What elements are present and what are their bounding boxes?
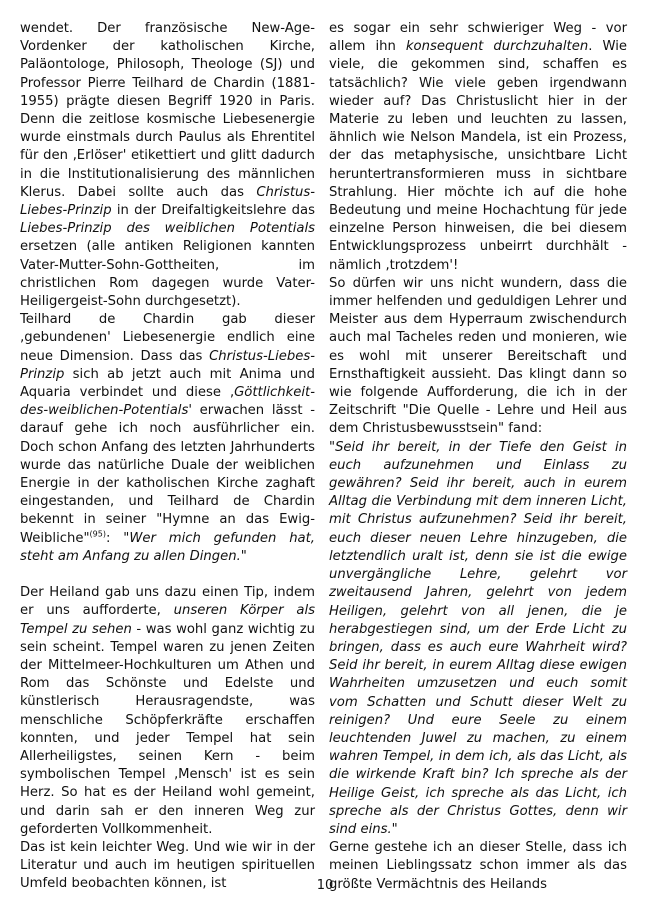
paragraph-teilhard-intro: wendet. Der französische New-Age-Vordenker der katholischen Kirche, Paläontologe, Philosoph, Theologe (SJ) und Professor Pierre Teilhard de Chardin (1881-1955) prägte diesen Begriff 1920 in Paris. Denn die zeitlose kosmische Liebesenergie wurde einstmals durch Paulus als Ehrentitel für den ‚Erlöser' etikettiert und glitt dadurch in die Institutionalisierung des männlichen Klerus. Dabei sollte auch das Christus-Liebes-Prinzip in der Dreifaltigkeitslehre das Liebes-Prinzip des weiblichen Potentials ersetzen (alle antiken Religionen kannten Vater-Mutter-Sohn-Gottheiten, im christlichen Rom dagegen wurde Vater-Heiligergeist-Sohn durchgesetzt). — [20, 21, 315, 310]
paragraph-christ-light: es sogar ein sehr schwieriger Weg - vor allem ihn konsequent durchzuhalten. Wie viele, die gekommen sind, schaffen es tatsächlich? Wie viele geben irgendwann wieder auf? Das Christuslicht hier in der Materie zu leben und leuchten zu lassen, ähnlich wie Nelson Mandela, ist ein Prozess, der das metaphysische, unsichtbare Licht heruntertransformieren muss in sichtbare Strahlung. Hier möchte ich auf die hohe Bedeutung und meine Hochachtung für jede einzelne Person hinweisen, die bei diesem Entwicklungsprozess unbeirrt durchhält - nämlich ‚trotzdem'! — [329, 21, 627, 273]
paragraph-difficult-way: Das ist kein leichter Weg. Und wie wir in der Literatur und auch im heutigen spirituellen Umfeld beobachten können, ist — [20, 839, 315, 892]
paragraph-gap — [20, 566, 315, 584]
footnote-marker: (95) — [89, 529, 106, 539]
paragraph-favorite-sentence: Gerne gestehe ich an dieser Stelle, dass ich meinen Lieblingssatz schon immer als das größte Vermächtnis des Heilands — [329, 840, 627, 892]
block-quote: "Seid ihr bereit, in der Tiefe den Geist in euch aufzunehmen und Einlass zu gewähren? Seid ihr bereit, auch in eurem Alltag die Verbindung mit dem inneren Licht, mit Christus aufzunehmen? Seid ihr bereit, euch dieser neuen Lehre hinzugeben, die letztendlich uralt ist, denn sie ist die ewige unvergängliche Lehre, gelehrt vor zweitausend Jahren, gelehrt von jedem Heiligen, gelehrt von all jenen, die je herabgestiegen sind, um der Erde Licht zu bringen, dass es auch eure Wahrheit wird? Seid ihr bereit, in eurem Alltag diese ewigen Wahrheiten umzusetzen und euch somit vom Schatten und Schutt dieser Welt zu reinigen? Und eure Seele zu einem leuchtenden Juwel zu machen, zu einem wahren Tempel, in dem ich, als das Licht, als die wirkende Kraft bin? Ich spreche als der Heilige Geist, ich spreche als das Licht, ich spreche als der Christus Gottes, denn wir sind eins." — [329, 439, 627, 837]
page-number: 10 — [316, 878, 334, 893]
paragraph-temple: Der Heiland gab uns dazu einen Tip, indem er uns aufforderte, unseren Körper als Tempel zu sehen - was wohl ganz wichtig zu sein scheint. Tempel waren zu jenen Zeiten der Mittelmeer-Hochkulturen um Athen und Rom das Schönste und Edelste und künstlerisch Herausragendste, was menschliche Schöpferkräfte erschaffen konnten, und jeder Tempel hat sein Allerheiligstes, seinen Kern - beim symbolischen Tempel ‚Mensch' ist es sein Herz. So hat es der Heiland wohl gemeint, und darin sah er den inneren Weg zur geforderten Vollkommenheit. — [20, 585, 315, 837]
left-column — [20, 20, 315, 894]
paragraph-masters: So dürfen wir uns nicht wundern, dass die immer helfenden und geduldigen Lehrer und Meister aus dem Hyperraum zwischendurch auch mal Tacheles reden und monieren, wie es wohl mit unserer Bereitschaft und Ernsthaftigkeit aussieht. Das klingt dann so wie folgende Aufforderung, die ich in der Zeitschrift "Die Quelle - Lehre und Heil aus dem Christusbewusstsein" fand: — [329, 275, 627, 437]
paragraph-teilhard-dimension: Teilhard de Chardin gab dieser ‚gebundenen' Liebesenergie endlich eine neue Dimension. Dass das Christus-Liebes-Prinzip sich ab jetzt auch mit Anima und Aquaria verbindet und diese ‚Göttlichkeit-des-weiblichen-Potentials' erwachen lässt - darauf gehe ich noch ausführlicher ein. Doch schon Anfang des letzten Jahrhunderts wurde das natürliche Duale der weiblichen Energie in der katholischen Kirche zaghaft eingestanden, und Teilhard de Chardin bekennt in seiner "Hymne an das Ewig-Weibliche"$^{(95)}$: "Wer mich gefunden hat, steht am Anfang zu allen Dingen." — [20, 312, 316, 564]
right-column — [329, 20, 627, 894]
